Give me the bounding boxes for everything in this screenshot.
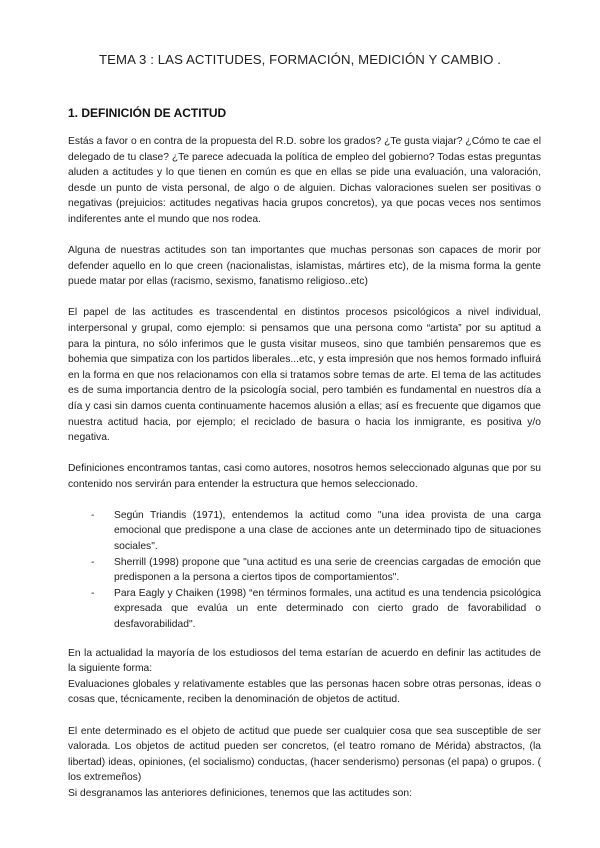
paragraph-role: El papel de las actitudes es trascendental en distintos procesos psicológicos a nivel individual, interpersonal y grupal, como ejemplo: si pensamos que una persona como “artista” por su aptitud a para la pintura, no sólo inferimos que le gusta visitar museos, sino que también pensaremos que es bohemia que simpatiza con los partidos liberales...etc, y esta impresión que nos hemos formado influirá en la forma en que nos relacionamos con ella si tratamos sobre temas de arte. El tema de las actitudes es de suma importancia dentro de la psicología social, pero también es fundamental en nuestros día a día y casi sin damos cuenta continuamente hacemos alusión a ellas; así es frecuente que digamos que nuestra actitud hacia, por ejemplo; el reciclado de basura o hacia los inmigrante, es positiva y/o negativa. (68, 307, 541, 444)
bullet-marker: - (91, 587, 95, 599)
list-item (91, 508, 541, 555)
document-title: TEMA 3 : LAS ACTITUDES, FORMACIÓN, MEDICIÓN Y CAMBIO . (98, 52, 502, 67)
list-item-text: Sherrill (1998) propone que "una actitud es una serie de creencias cargadas de emoción que predisponen a la persona a ciertos tipos de comportamientos". (114, 556, 541, 584)
definitions-list (68, 508, 541, 633)
paragraph-importance: Alguna de nuestras actitudes son tan importantes que muchas personas son capaces de morir por defender aquello en lo que creen (nacionalistas, islamistas, mártires etc), de la misma forma la gente puede matar por ellas (racismo, sexismo, fanatismo religioso..etc) (68, 245, 541, 288)
paragraph-intro: Estás a favor o en contra de la propuesta del R.D. sobre los grados? ¿Te gusta viajar? ¿Cómo te cae el delegado de tu clase? ¿Te parece adecuada la política de empleo del gobierno? Todas estas preguntas aluden a actitudes y lo que tienen en común es que en ellas se pide una evaluación, una valoración, desde un punto de vista personal, de algo o de alguien. Dichas valoraciones suelen ser positivas o negativas (prejuicios: actitudes negativas hacia grupos concretos), ya que pocas veces nos sentimos indiferentes ante el mundo que nos rodea. (68, 136, 541, 225)
bullet-marker: - (91, 509, 95, 521)
list-item-text: Según Triandis (1971), entendemos la actitud como "una idea provista de una carga emocional que predispone a una clase de acciones ante un determinado tipo de situaciones sociales". (114, 509, 541, 553)
paragraph-consensus-definition: Evaluaciones globales y relativamente estables que las personas hacen sobre otras personas, ideas o cosas que, técnicamente, reciben la denominación de objetos de actitud. (68, 678, 541, 706)
paragraph-consensus: En la actualidad la mayoría de los estudiosos del tema estarían de acuerdo en definir las actitudes de la siguiente forma: (68, 647, 541, 675)
section-heading: 1. DEFINICIÓN DE ACTITUD (68, 106, 227, 120)
paragraph-last-line: Si desgranamos las anteriores definiciones, tenemos que las actitudes son: (68, 787, 412, 799)
list-item (91, 586, 541, 633)
paragraph-definitions: Definiciones encontramos tantas, casi como autores, nosotros hemos seleccionado algunas que por su contenido nos servirán para entender la estructura que hemos seleccionado. (68, 463, 541, 490)
list-item-text: Para Eagly y Chaiken (1998) “en términos formales, una actitud es una tendencia psicológica expresada que evalúa un ente determinado con cierto grado de favorabilidad o desfavorabilidad". (114, 587, 541, 631)
bullet-marker: - (91, 556, 95, 568)
document-body (68, 134, 541, 801)
list-item (91, 555, 541, 586)
paragraph-attitude-object: El ente determinado es el objeto de actitud que puede ser cualquier cosa que sea susceptible de ser valorada. Los objetos de actitud pueden ser concretos, (el teatro romano de Mérida) abstractos, (la libertad) ideas, opiniones, (el socialismo) conductas, (hacer senderismo) personas (el papa) o grupos. ( los extremeños) (68, 725, 541, 784)
